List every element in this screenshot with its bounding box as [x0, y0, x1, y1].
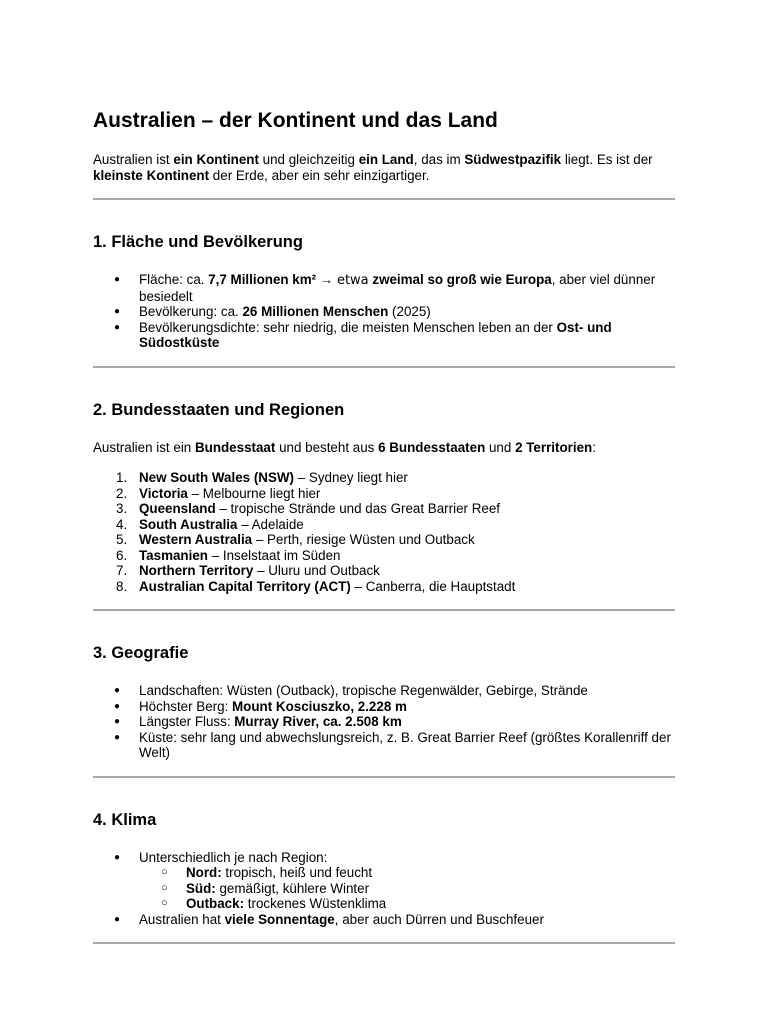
list-bundesstaaten [93, 470, 675, 594]
sublist-regionen [139, 865, 675, 912]
horizontal-rule [93, 942, 675, 944]
intro-paragraph: Australien ist ein Kontinent und gleichzeitig ein Land, das im Südwestpazifik liegt. Es ist der kleinste Kontinent der Erde, aber ein sehr einzigartiger. [93, 152, 653, 183]
list-item: ● Bevölkerung: ca. 26 Millionen Menschen (2025) [93, 304, 675, 320]
list-item: Northern Territory – Uluru und Outback [139, 563, 380, 578]
sublist-item: ○ Nord: tropisch, heiß und feucht [139, 865, 675, 881]
list-item: Queensland – tropische Strände und das Great Barrier Reef [139, 501, 500, 516]
list-flaeche [93, 272, 675, 351]
sublist-item: ○ Süd: gemäßigt, kühlere Winter [139, 881, 675, 897]
list-geografie [93, 683, 675, 761]
list-item: ● Längster Fluss: Murray River, ca. 2.508 km [93, 714, 675, 730]
list-item: ● Fläche: ca. 7,7 Millionen km² → etwa zweimal so groß wie Europa, aber viel dünner besiedelt [93, 272, 675, 304]
document-content [93, 108, 675, 944]
section-heading-geografie: 3. Geografie [93, 644, 189, 662]
list-item: South Australia – Adelaide [139, 516, 304, 532]
horizontal-rule [93, 366, 675, 368]
horizontal-rule [93, 776, 675, 778]
list-item: ● Bevölkerungsdichte: sehr niedrig, die meisten Menschen leben an der Ost- und Südostküste [93, 320, 675, 351]
section-heading-bundesstaaten: 2. Bundesstaaten und Regionen [93, 400, 345, 419]
section-heading-klima: 4. Klima [93, 810, 157, 829]
list-item: Victoria – Melbourne liegt hier [139, 485, 321, 501]
list-item: ● Unterschiedlich je nach Region: ○ Nord: tropisch, heiß und feucht ○ Süd: gemäßigt, kühlere Winter ○ Outback: trockenes Wüstenklima [93, 850, 675, 912]
list-item: Tasmanien – Inselstaat im Süden [139, 547, 341, 563]
bundesstaaten-intro: Australien ist ein Bundesstaat und besteht aus 6 Bundesstaaten und 2 Territorien: [93, 439, 596, 455]
sublist-item: ○ Outback: trockenes Wüstenklima [139, 896, 675, 912]
list-item: New South Wales (NSW) – Sydney liegt hier [139, 470, 408, 485]
section-heading-flaeche: 1. Fläche und Bevölkerung [93, 233, 303, 251]
list-item: ● Australien hat viele Sonnentage, aber auch Dürren und Buschfeuer [93, 912, 675, 928]
list-item: Western Australia – Perth, riesige Wüsten und Outback [139, 532, 475, 547]
horizontal-rule [93, 198, 675, 200]
document-title: Australien – der Kontinent und das Land [93, 109, 498, 132]
list-item: ● Küste: sehr lang und abwechslungsreich, z. B. Great Barrier Reef (größtes Korallenriff der Welt) [93, 730, 675, 761]
list-item: Australian Capital Territory (ACT) – Canberra, die Hauptstadt [139, 578, 516, 594]
horizontal-rule [93, 609, 675, 611]
list-item: ● Landschaften: Wüsten (Outback), tropische Regenwälder, Gebirge, Strände [93, 683, 675, 699]
list-klima [93, 850, 675, 928]
list-item: ● Höchster Berg: Mount Kosciuszko, 2.228 m [93, 699, 675, 715]
